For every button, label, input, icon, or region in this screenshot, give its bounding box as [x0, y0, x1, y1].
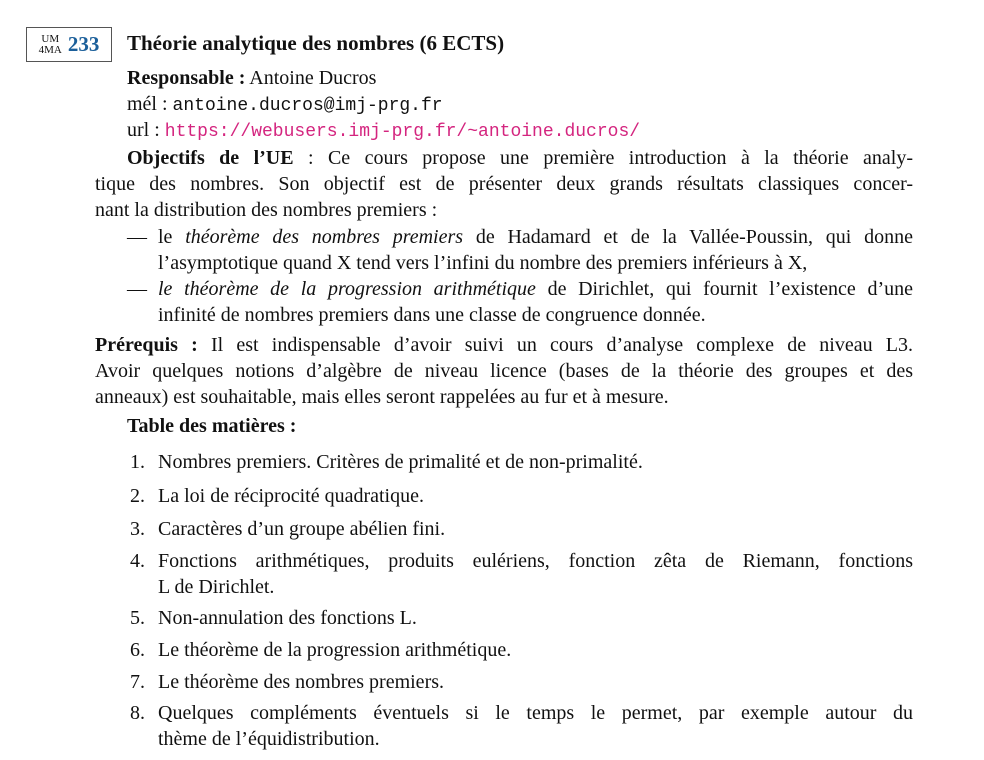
responsable-label: Responsable :	[127, 67, 246, 89]
url-line	[127, 117, 640, 145]
toc-item: Le théorème de la progression arithmétique.	[158, 639, 512, 661]
email-address[interactable]: antoine.ducros@imj-prg.fr	[172, 96, 443, 116]
toc-heading: Table des matières :	[127, 415, 297, 437]
prerequisites-line-3: anneaux) est souhaitable, mais elles seront rappelées au fur et à mesure.	[95, 386, 669, 408]
objective-item-1-post: de Hadamard et de la Vallée-Poussin, qui donne	[463, 226, 913, 248]
toc-item: Caractères d’un groupe abélien fini.	[158, 518, 446, 540]
toc-item: Non-annulation des fonctions L.	[158, 607, 417, 629]
url-link[interactable]: https://webusers.imj-prg.fr/~antoine.ducros/	[164, 122, 641, 142]
course-code-top: UM	[41, 32, 60, 45]
responsable-name: Antoine Ducros	[249, 67, 377, 89]
toc-item: Le théorème des nombres premiers.	[158, 671, 445, 693]
toc-item-number: 6.	[130, 639, 145, 661]
objective-item-1	[158, 224, 913, 250]
objective-item-2	[158, 276, 913, 302]
course-number: 233	[67, 32, 100, 56]
toc-item-number: 3.	[130, 518, 145, 540]
toc-item: Nombres premiers. Critères de primalité et de non-primalité.	[158, 451, 643, 473]
toc-item-number: 2.	[130, 485, 145, 507]
objective-item-2-line-2: infinité de nombres premiers dans une classe de congruence donnée.	[158, 304, 706, 326]
course-title: Théorie analytique des nombres (6 ECTS)	[127, 31, 505, 55]
responsable-line	[127, 65, 376, 91]
objectives-line-2: tique des nombres. Son objectif est de présenter deux grands résultats classiques concer-	[95, 173, 913, 195]
prerequisites-line-2: Avoir quelques notions d’algèbre de niveau licence (bases de la théorie des groupes et des	[95, 360, 913, 382]
prerequisites-text-1: Il est indispensable d’avoir suivi un cours d’analyse complexe de niveau L3.	[197, 334, 913, 356]
course-code-badge	[26, 27, 112, 62]
toc-item: Fonctions arithmétiques, produits eulériens, fonction zêta de Riemann, fonctions	[158, 550, 913, 572]
objectives-line-1	[127, 145, 913, 171]
course-code-prefix	[39, 34, 62, 56]
objective-item-1-pre: le	[158, 226, 186, 248]
toc-item-number: 4.	[130, 550, 145, 572]
objectives-text-1: : Ce cours propose une première introduction à la théorie analy-	[293, 147, 913, 169]
url-label: url :	[127, 119, 160, 141]
toc-item-continuation: L de Dirichlet.	[158, 576, 275, 598]
objective-item-2-italic: le théorème de la progression arithmétique	[158, 278, 536, 300]
prerequisites-line-1	[95, 332, 913, 358]
email-label: mél :	[127, 93, 168, 115]
email-line	[127, 91, 443, 119]
toc-item-number: 5.	[130, 607, 145, 629]
objective-item-2-post: de Dirichlet, qui fournit l’existence d’une	[535, 278, 914, 300]
objectives-label: Objectifs de l’UE	[127, 147, 294, 169]
toc-item-continuation: thème de l’équidistribution.	[158, 728, 380, 750]
objectives-line-3: nant la distribution des nombres premiers :	[95, 199, 438, 221]
course-code-bottom: 4MA	[38, 43, 62, 56]
toc-item-number: 8.	[130, 702, 145, 724]
toc-item: Quelques compléments éventuels si le temps le permet, par exemple autour du	[158, 702, 913, 724]
toc-item-number: 1.	[130, 451, 145, 473]
objective-item-1-italic: théorème des nombres premiers	[185, 226, 464, 248]
objective-item-1-dash: —	[127, 226, 147, 248]
prerequisites-label: Prérequis :	[95, 334, 198, 356]
objective-item-2-dash: —	[127, 278, 147, 300]
toc-item: La loi de réciprocité quadratique.	[158, 485, 424, 507]
toc-item-number: 7.	[130, 671, 145, 693]
objective-item-1-line-2: l’asymptotique quand X tend vers l’infini du nombre des premiers inférieurs à X,	[158, 252, 808, 274]
